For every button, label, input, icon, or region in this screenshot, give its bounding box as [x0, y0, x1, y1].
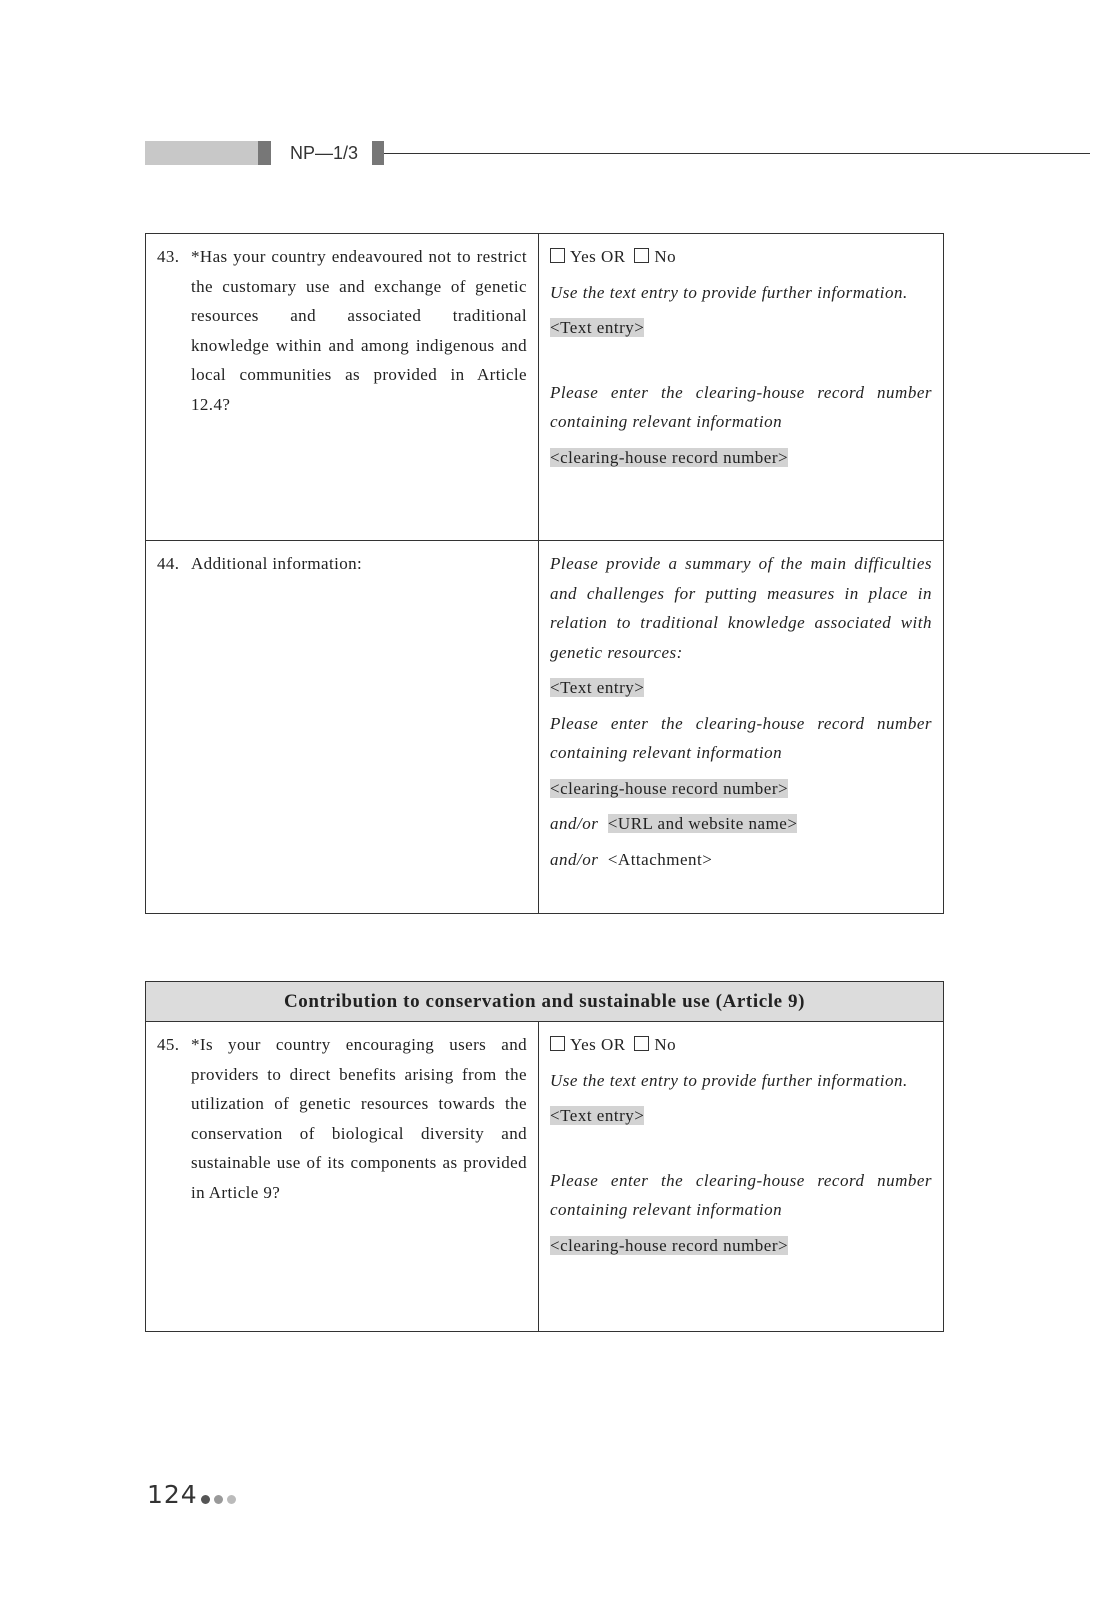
answer-cell	[539, 1022, 944, 1332]
answer-cell	[539, 234, 944, 541]
page-dots	[201, 1491, 240, 1509]
question-text: *Has your country endeavoured not to restrict the customary use and exchange of genetic resources and associated traditional knowledge within and among indigenous and local communities as provided in Article 12.4?	[191, 247, 527, 414]
question-number: 45.	[157, 1035, 180, 1054]
yes-label: Yes	[570, 1035, 597, 1054]
record-number-field[interactable]: <clearing-house record number>	[550, 1235, 789, 1255]
question-cell	[146, 541, 539, 914]
further-info-prompt: Use the text entry to provide further information.	[550, 1070, 908, 1090]
question-cell	[146, 234, 539, 541]
answer-44	[539, 541, 943, 874]
no-label: No	[654, 247, 677, 266]
no-checkbox[interactable]	[634, 248, 649, 263]
text-entry-field[interactable]: <Text entry>	[550, 1106, 645, 1125]
record-prompt: Please enter the clearing-house record number containing relevant information	[550, 382, 932, 431]
answer-43	[539, 234, 943, 472]
or-label: OR	[601, 247, 626, 266]
question-45	[146, 1022, 538, 1207]
further-info-prompt: Use the text entry to provide further information.	[550, 282, 908, 302]
record-prompt: Please enter the clearing-house record number containing relevant information	[550, 1170, 933, 1219]
section-title: Contribution to conservation and sustainable use (Article 9)	[146, 982, 944, 1022]
record-prompt: Please enter the clearing-house record number containing relevant information	[550, 713, 932, 762]
andor-label: and/or	[550, 814, 599, 833]
no-label: No	[654, 1035, 677, 1054]
record-number-field[interactable]: <clearing-house record number>	[550, 778, 789, 798]
question-43	[146, 234, 538, 419]
yes-no-choice	[550, 1030, 932, 1060]
questions-table-tk	[145, 233, 944, 914]
attachment-field[interactable]: <Attachment>	[607, 849, 713, 869]
page-dot-icon	[227, 1495, 236, 1504]
no-checkbox[interactable]	[634, 1036, 649, 1051]
yes-checkbox[interactable]	[550, 248, 565, 263]
question-cell	[146, 1022, 539, 1332]
page-dot-icon	[214, 1495, 223, 1504]
yes-label: Yes	[570, 247, 597, 266]
answer-45	[539, 1022, 943, 1260]
page-number: 124	[147, 1480, 198, 1509]
header-marker-right	[372, 141, 384, 165]
or-label: OR	[601, 1035, 626, 1054]
answer-cell	[539, 541, 944, 914]
andor-label: and/or	[550, 849, 599, 869]
summary-prompt: Please provide a summary of the main difficulties and challenges for putting measures in place in relation to traditional knowledge associated with genetic resources:	[550, 554, 932, 662]
section-header-row	[146, 982, 944, 1022]
yes-no-choice	[550, 242, 932, 272]
yes-checkbox[interactable]	[550, 1036, 565, 1051]
question-row-43	[146, 234, 944, 541]
question-number: 43.	[157, 247, 180, 266]
text-entry-field[interactable]: <Text entry>	[550, 318, 645, 337]
question-text: *Is your country encouraging users and providers to direct benefits arising from the utilization of genetic resources towards the conservation of biological diversity and sustainable use of its components as provided in Article 9?	[191, 1035, 527, 1202]
questions-table-article-9	[145, 981, 944, 1332]
text-entry-field[interactable]: <Text entry>	[550, 678, 645, 697]
question-text: Additional information:	[191, 554, 363, 573]
record-number-field[interactable]: <clearing-house record number>	[550, 447, 789, 467]
header-marker-left	[258, 141, 271, 165]
page-dot-icon	[201, 1495, 210, 1504]
question-44	[146, 541, 538, 579]
url-field[interactable]: <URL and website name>	[607, 814, 798, 833]
question-row-45	[146, 1022, 944, 1332]
header-rule	[384, 153, 1090, 154]
question-number: 44.	[157, 554, 180, 573]
header-grey-bar	[145, 141, 258, 165]
document-code: NP—1/3	[290, 143, 359, 163]
question-row-44	[146, 541, 944, 914]
